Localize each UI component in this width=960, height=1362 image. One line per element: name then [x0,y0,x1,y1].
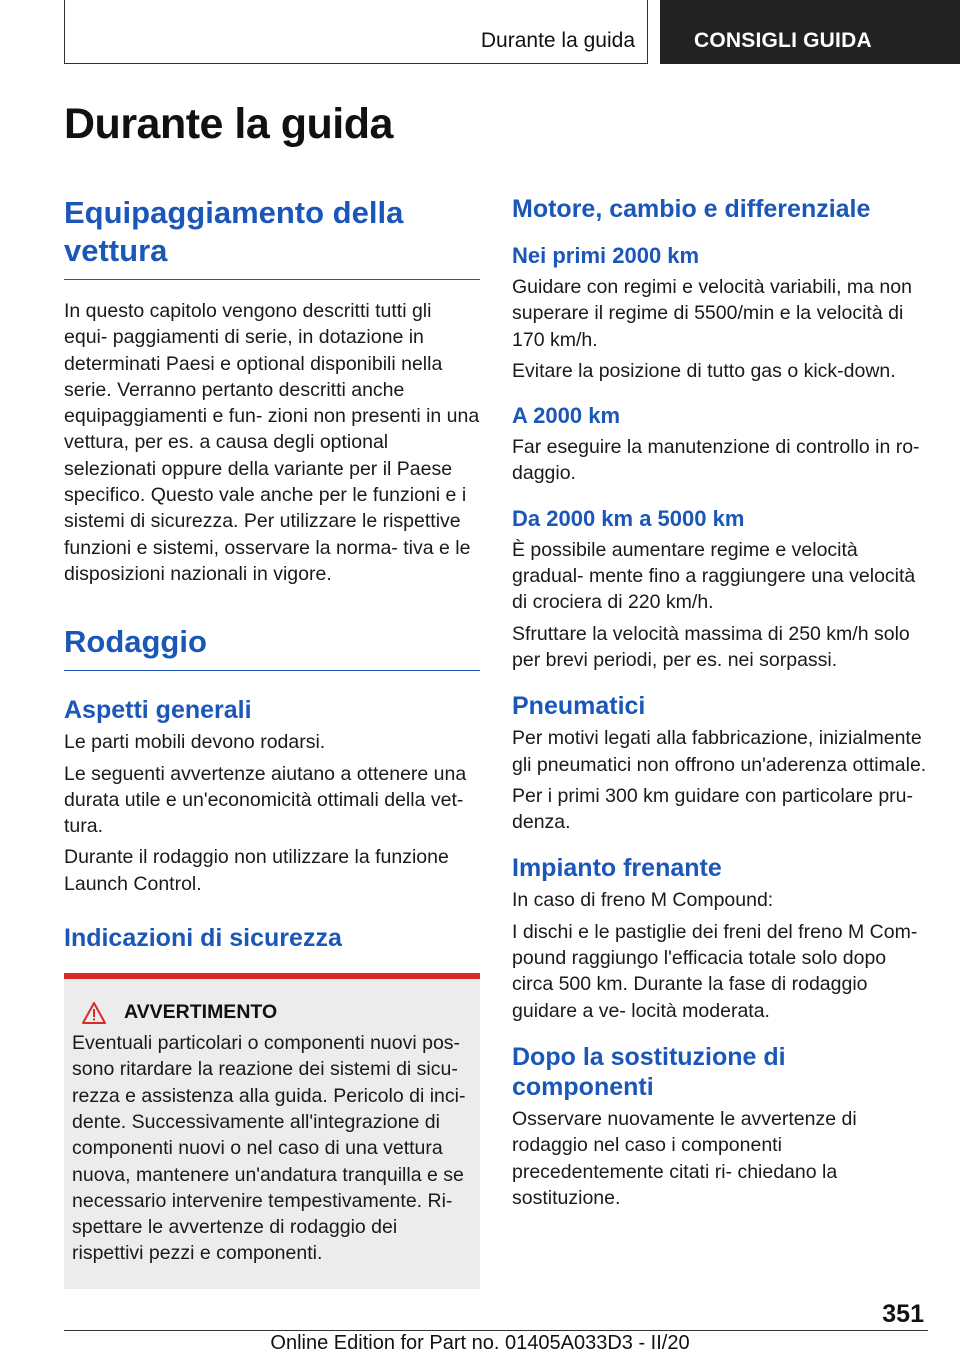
heading-primi-2000: Nei primi 2000 km [512,243,700,268]
paragraph-aspetti-3: Durante il rodaggio non utilizzare la funzione Launch Control. [64,846,449,895]
left-column [64,190,480,1289]
heading-indicazioni-sicurezza: Indicazioni di sicurezza [64,924,342,953]
paragraph-a-2000: Far eseguire la manutenzione di controllo in ro‐ daggio. [512,436,920,485]
warning-text: Eventuali particolari o componenti nuovi pos‐ sono ritardare la reazione dei sistemi di sicu‐ rezza e assistenza alla guida. Pericolo di inci‐ dente. Successivamente all'integrazione di componenti nuovi o nel caso di una vettura nuova, mantenere un'andatura tranquilla e se necessario intervenire tempestivamente. Ri‐ spettare le avvertenze di rodaggio dei rispettivi pezzi e componenti. [72,1032,466,1265]
warning-triangle-icon [82,1002,106,1024]
footer-edition: Online Edition for Part no. 01405A033D3 - II/20 [270,1332,690,1354]
footer-rule [64,1330,928,1331]
warning-box [64,973,480,1289]
heading-a-2000: A 2000 km [512,403,621,429]
paragraph-da-2000-1: È possibile aumentare regime e velocità gradual‐ mente fino a raggiungere una velocità di crociera di 220 km/h. [512,538,916,614]
heading-motore-cambio: Motore, cambio e differenziale [512,195,871,223]
header-section-title: Durante la guida [480,29,635,52]
paragraph-aspetti-2: Le seguenti avvertenze aiutano a ottenere una durata utile e un'economicità ottimali della vet‐ tura. [64,762,467,838]
header-section-box [64,0,648,64]
heading-pneumatici: Pneumatici [512,692,646,721]
heading-equipaggiamento: Equipaggiamento della vettura [64,194,480,280]
heading-aspetti-generali: Aspetti generali [64,696,252,725]
paragraph-sostituzione: Osservare nuovamente le avvertenze di rodaggio nel caso i componenti precedentemente citati ri‐ chiedano la sostituzione. [512,1107,857,1209]
heading-impianto-frenante: Impianto frenante [512,854,722,883]
heading-rodaggio: Rodaggio [64,623,480,671]
page-title: Durante la guida [64,100,393,148]
right-column [512,190,928,1216]
paragraph-freni-1: In caso di freno M Compound: [512,889,774,912]
paragraph-primi-1: Guidare con regimi e velocità variabili, ma non superare il regime di 5500/min e la velocità di 170 km/h. [512,276,912,351]
paragraph-pneumatici-2: Per i primi 300 km guidare con particolare pru‐ denza. [512,784,914,834]
paragraph-freni-2: I dischi e le pastiglie dei freni del freno M Com‐ pound raggiungo l'efficacia totale solo dopo circa 500 km. Durante la fase di rodaggio guidare a ve‐ locità moderata. [512,920,918,1022]
paragraph-da-2000-2: Sfruttare la velocità massima di 250 km/h solo per brevi periodi, per es. nei sorpassi. [512,622,910,671]
heading-sostituzione-componenti: Dopo la sostituzione di componenti [512,1042,786,1101]
warning-title: AVVERTIMENTO [124,1001,278,1024]
page-number: 351 [882,1300,924,1328]
paragraph-primi-2: Evitare la posizione di tutto gas o kick-down. [512,359,896,382]
heading-da-2000-a-5000: Da 2000 km a 5000 km [512,505,745,531]
paragraph-equipaggiamento: In questo capitolo vengono descritti tutti gli equi‐ paggiamenti di serie, in dotazione in determinati Paesi e optional disponibili nella serie. Verranno pertanto descritti anche equipaggiamenti e fun‐ zioni non presenti in una vettura, per es. a causa degli optional selezionati oppure della variante per il Paese specifico. Questo vale anche per le funzioni e i sistemi di sicurezza. Per utilizzare le rispettive funzioni e sistemi, osservare la norma‐ tiva e le disposizioni nazionali in vigore. [64,300,480,585]
paragraph-pneumatici-1: Per motivi legati alla fabbricazione, inizialmente gli pneumatici non offrono un'aderenza ottimale. [512,727,927,776]
paragraph-aspetti-1: Le parti mobili devono rodarsi. [64,731,326,754]
header-chapter-tab: CONSIGLI GUIDA [660,0,960,64]
